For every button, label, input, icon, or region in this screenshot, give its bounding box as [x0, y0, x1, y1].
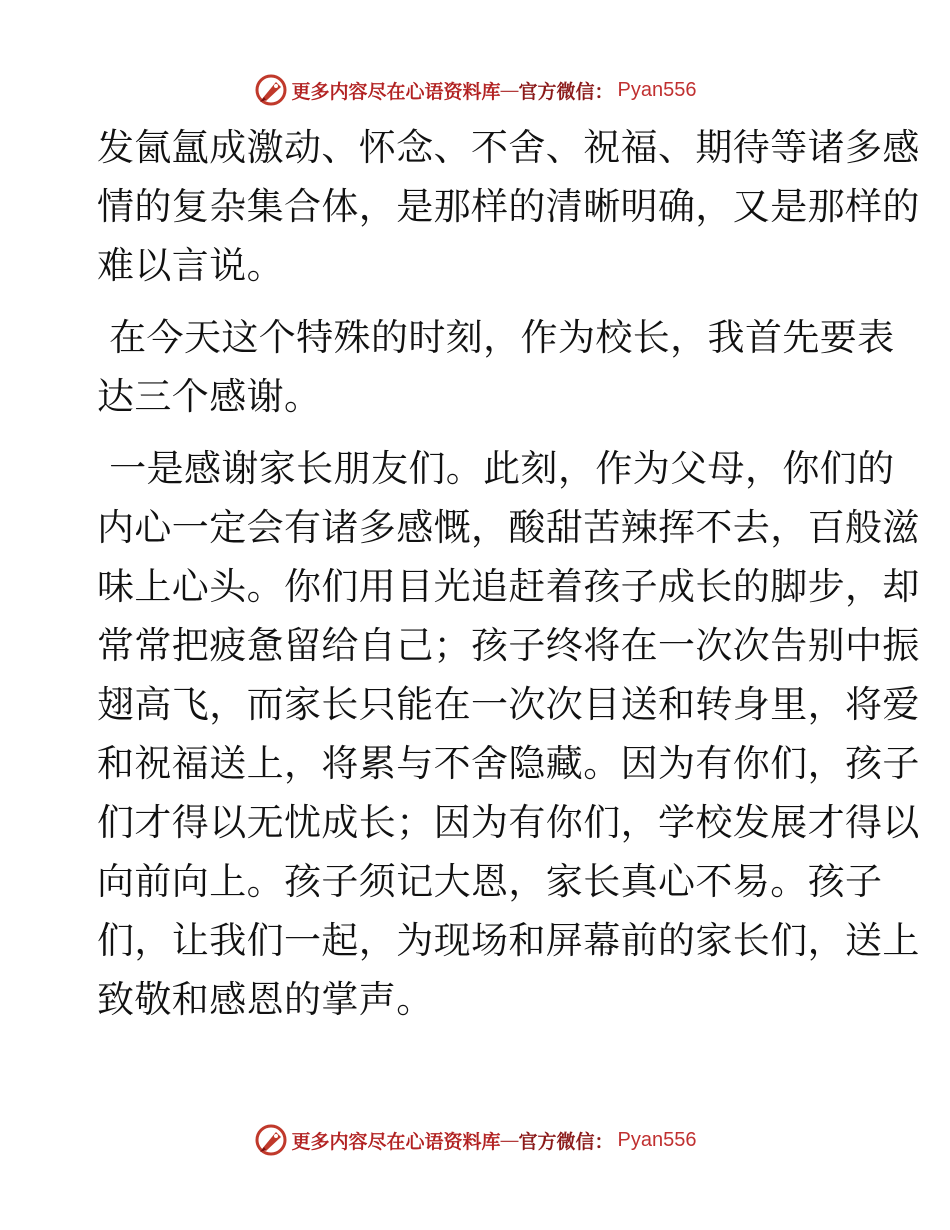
header-wechat-label: 官方微信： — [518, 80, 614, 103]
text-line: 和祝福送上，将累与不舍隐藏。因为有你们，孩子 — [97, 742, 920, 785]
text-line: 们，让我们一起，为现场和屏幕前的家长们，送上 — [97, 919, 920, 962]
text-line: 翅高飞，而家长只能在一次次目送和转身里，将爱 — [97, 683, 920, 726]
header-banner — [0, 70, 950, 110]
header-wechat-id: Pyan556 — [617, 78, 697, 101]
text-line: 们才得以无忧成长；因为有你们，学校发展才得以 — [97, 801, 920, 844]
text-line: 内心一定会有诸多感慨，酸甜苦辣挥不去，百般滋 — [97, 506, 920, 549]
header-site-text: 更多内容尽在心语资料库 — [291, 80, 501, 103]
pen-nib-logo-icon — [254, 1123, 288, 1157]
footer-wechat-id: Pyan556 — [617, 1128, 697, 1151]
footer-site-text: 更多内容尽在心语资料库 — [291, 1130, 501, 1153]
document-body — [97, 118, 920, 1029]
text-line: 在今天这个特殊的时刻，作为校长，我首先要表 — [97, 316, 895, 359]
text-line: 难以言说。 — [97, 244, 284, 287]
text-line: 常常把疲惫留给自己；孩子终将在一次次告别中振 — [97, 624, 920, 667]
text-line: 致敬和感恩的掌声。 — [97, 978, 434, 1021]
footer-separator: — — [500, 1129, 519, 1150]
text-line: 一是感谢家长朋友们。此刻，作为父母，你们的 — [97, 447, 895, 490]
pen-nib-logo-icon — [254, 73, 288, 107]
footer-banner — [0, 1120, 950, 1160]
paragraph-1 — [97, 118, 920, 295]
text-line: 发氤氲成激动、怀念、不舍、祝福、期待等诸多感 — [97, 126, 920, 169]
footer-wechat-label: 官方微信： — [518, 1130, 614, 1153]
header-separator: — — [500, 79, 519, 100]
paragraph-3 — [97, 439, 920, 1029]
paragraph-2 — [97, 308, 895, 426]
text-line: 达三个感谢。 — [97, 375, 322, 418]
text-line: 情的复杂集合体，是那样的清晰明确，又是那样的 — [97, 185, 920, 228]
text-line: 向前向上。孩子须记大恩，家长真心不易。孩子 — [97, 860, 883, 903]
text-line: 味上心头。你们用目光追赶着孩子成长的脚步，却 — [97, 565, 920, 608]
